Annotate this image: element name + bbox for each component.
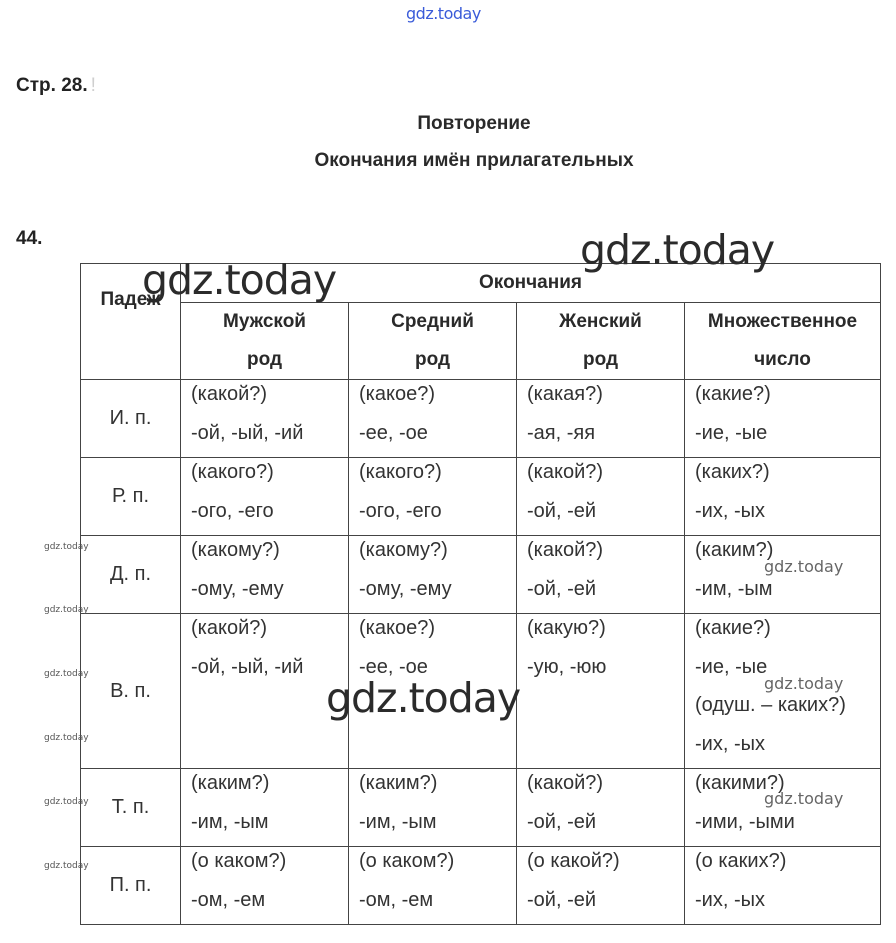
cell-line: -ому, -ему xyxy=(191,577,284,600)
table-row xyxy=(81,536,881,614)
table-cell xyxy=(517,769,685,847)
cell-line: (какую?) xyxy=(527,617,606,639)
cell-line: -ой, -ей xyxy=(527,888,597,911)
cell-line: (какого?) xyxy=(191,461,274,483)
table-cell xyxy=(685,380,881,458)
endings-table xyxy=(80,263,881,925)
table-cell xyxy=(517,614,685,769)
cell-line: (какой?) xyxy=(191,383,268,405)
cell-line: -их, -ых xyxy=(695,888,765,911)
cell-line: (какие?) xyxy=(695,383,771,405)
watermark: gdz.today xyxy=(44,797,89,807)
cell-line: (какое?) xyxy=(359,617,435,639)
case-name: Т. п. xyxy=(81,769,181,847)
watermark: gdz.today xyxy=(764,557,844,576)
cell-line: -ом, -ем xyxy=(191,888,266,911)
watermark: gdz.today xyxy=(764,789,844,808)
cell-line: (каким?) xyxy=(191,772,270,794)
column-header-line: Множественное xyxy=(707,311,858,332)
page-reference-mark: ! xyxy=(90,75,96,96)
table-cell xyxy=(181,769,349,847)
column-header-feminine xyxy=(517,303,685,380)
cell-line: -ая, -яя xyxy=(527,421,596,444)
table-cell xyxy=(517,536,685,614)
cell-line: (каких?) xyxy=(695,461,770,483)
table-cell xyxy=(181,380,349,458)
table-cell xyxy=(349,769,517,847)
column-header-line: род xyxy=(414,349,451,370)
watermark: gdz.today xyxy=(44,861,89,871)
cell-line: (какой?) xyxy=(527,772,604,794)
endings-header: Окончания xyxy=(181,264,881,303)
cell-line: (какая?) xyxy=(527,383,603,405)
table-row xyxy=(81,769,881,847)
watermark: gdz.today xyxy=(44,542,89,552)
cell-line: (каким?) xyxy=(695,539,774,561)
table-cell xyxy=(181,536,349,614)
table-cell xyxy=(349,536,517,614)
cell-line: (какое?) xyxy=(359,383,435,405)
section-title: Повторение xyxy=(417,113,531,134)
table-cell xyxy=(349,614,517,769)
watermark: gdz.today xyxy=(326,674,521,722)
case-header: Падеж xyxy=(81,264,181,380)
cell-line: -ие, -ые xyxy=(695,421,768,444)
table-cell xyxy=(349,847,517,925)
cell-line: (какому?) xyxy=(359,539,448,561)
column-header-masculine xyxy=(181,303,349,380)
cell-line: -ого, -его xyxy=(191,499,274,522)
cell-line: -их, -ых xyxy=(695,499,765,522)
watermark: gdz.today xyxy=(764,674,844,693)
table-cell xyxy=(517,380,685,458)
table-row xyxy=(81,847,881,925)
table-cell xyxy=(517,847,685,925)
table-cell xyxy=(181,458,349,536)
cell-line: (какой?) xyxy=(527,461,604,483)
cell-line: -ие, -ые xyxy=(695,655,768,678)
table-cell xyxy=(685,458,881,536)
cell-line: -ую, -юю xyxy=(527,655,607,678)
cell-line: (какой?) xyxy=(191,617,268,639)
exercise-number: 44. xyxy=(16,228,43,249)
cell-line: -ой, -ый, -ий xyxy=(191,421,304,444)
cell-line: -им, -ым xyxy=(359,810,437,833)
table-cell xyxy=(685,536,881,614)
cell-line: (каким?) xyxy=(359,772,438,794)
table-cell xyxy=(349,458,517,536)
column-header-line: род xyxy=(246,349,283,370)
cell-line: (одуш. – каких?) xyxy=(695,694,846,716)
cell-line: -ом, -ем xyxy=(359,888,434,911)
column-header-plural xyxy=(685,303,881,380)
table-row xyxy=(81,380,881,458)
cell-line: (какого?) xyxy=(359,461,442,483)
case-name: В. п. xyxy=(81,614,181,769)
cell-line: (какому?) xyxy=(191,539,280,561)
cell-line: -ого, -его xyxy=(359,499,442,522)
cell-line: (какими?) xyxy=(695,772,785,794)
cell-line: (о каких?) xyxy=(695,850,787,872)
cell-line: -ими, -ыми xyxy=(695,810,795,833)
table-cell xyxy=(517,458,685,536)
cell-line: -ой, -ей xyxy=(527,810,597,833)
table-row xyxy=(81,614,881,769)
cell-line: (о каком?) xyxy=(359,850,455,872)
case-name: Д. п. xyxy=(81,536,181,614)
table-row xyxy=(81,458,881,536)
cell-line: -ее, -ое xyxy=(359,655,428,678)
table-cell xyxy=(181,847,349,925)
column-header-line: число xyxy=(754,349,811,370)
topic-title: Окончания имён прилагательных xyxy=(314,150,634,171)
column-header-line: Мужской xyxy=(223,311,306,332)
table-cell xyxy=(349,380,517,458)
cell-line: (о каком?) xyxy=(191,850,287,872)
watermark: gdz.today xyxy=(44,669,89,679)
page-reference xyxy=(16,75,96,97)
case-name: И. п. xyxy=(81,380,181,458)
cell-line: (какой?) xyxy=(527,539,604,561)
cell-line: -ой, -ей xyxy=(527,499,597,522)
watermark: gdz.today xyxy=(142,256,337,304)
table-cell xyxy=(181,614,349,769)
column-header-line: Женский xyxy=(559,311,642,332)
table-cell xyxy=(685,614,881,769)
cell-line: -ее, -ое xyxy=(359,421,428,444)
cell-line: -ой, -ей xyxy=(527,577,597,600)
cell-line: (какие?) xyxy=(695,617,771,639)
watermark: gdz.today xyxy=(44,605,89,615)
watermark-top: gdz.today xyxy=(406,4,481,23)
column-header-line: род xyxy=(582,349,619,370)
case-name: П. п. xyxy=(81,847,181,925)
cell-line: -ому, -ему xyxy=(359,577,452,600)
table-cell xyxy=(685,769,881,847)
cell-line: -им, -ым xyxy=(695,577,773,600)
column-header-line: Средний xyxy=(391,311,474,332)
case-name: Р. п. xyxy=(81,458,181,536)
watermark: gdz.today xyxy=(44,733,89,743)
table-cell xyxy=(685,847,881,925)
cell-line: -ой, -ый, -ий xyxy=(191,655,304,678)
cell-line: (о какой?) xyxy=(527,850,620,872)
page-reference-text: Стр. 28. xyxy=(16,75,88,96)
cell-line: -им, -ым xyxy=(191,810,269,833)
cell-line: -их, -ых xyxy=(695,732,765,755)
column-header-neuter xyxy=(349,303,517,380)
watermark: gdz.today xyxy=(580,226,775,274)
